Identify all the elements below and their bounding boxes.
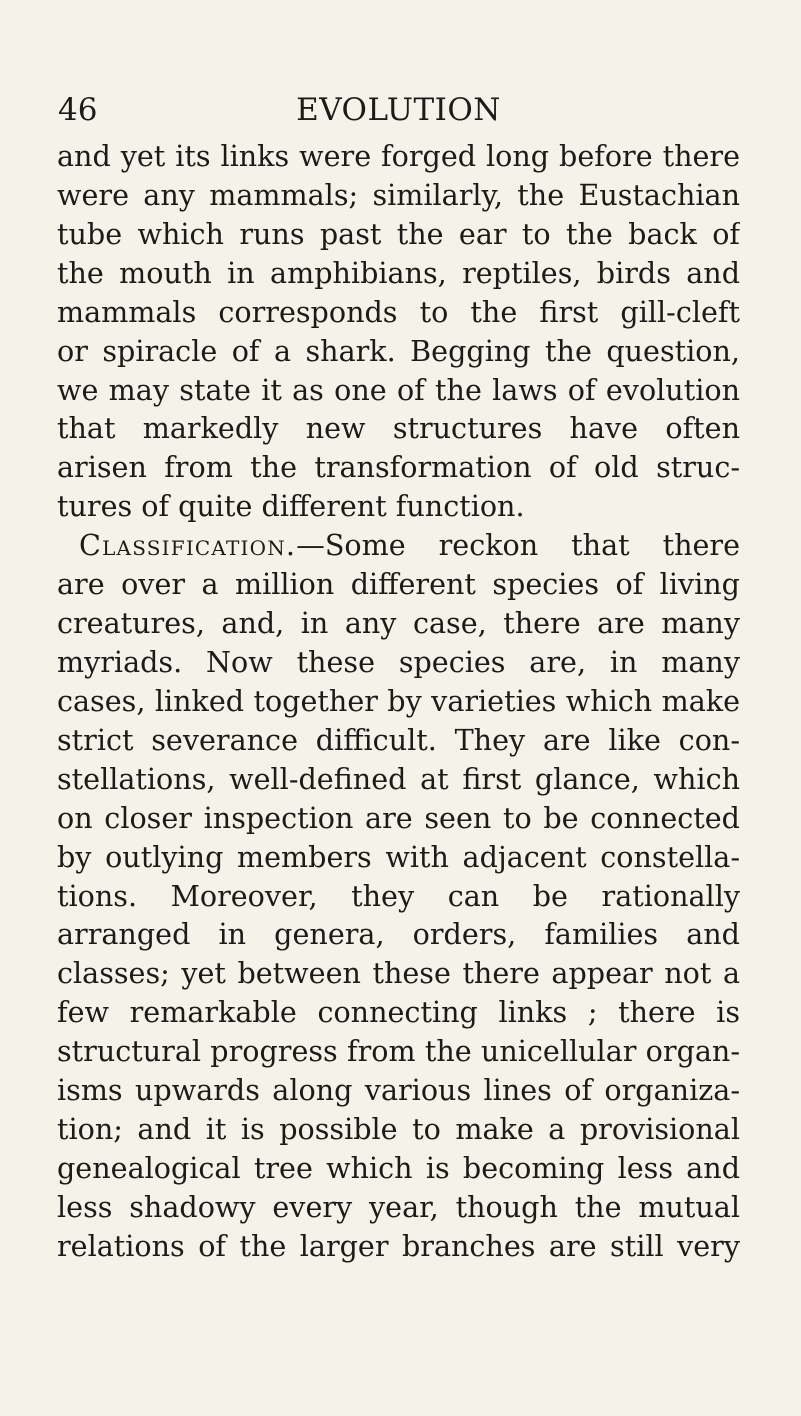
text-line-15: cases, linked together by varieties which make (57, 683, 740, 718)
text-line-26: tion; and it is possible to make a provisional (57, 1112, 740, 1147)
text-line-27: genealogical tree which is becoming less and (57, 1150, 740, 1185)
text-line-5: mammals corresponds to the first gill-cleft (57, 294, 740, 329)
text-line-3: tube which runs past the ear to the back of (57, 216, 740, 251)
text-line-14: myriads. Now these species are, in many (57, 644, 740, 679)
text-line-18: on closer inspection are seen to be connected (57, 800, 740, 835)
text-line-12: are over a million different species of living (57, 567, 740, 602)
text-line-16: strict severance difficult. They are like con- (57, 722, 740, 757)
text-line-29: relations of the larger branches are still very (57, 1228, 740, 1263)
text-line-21: arranged in genera, orders, families and (57, 917, 740, 952)
text-line-17: stellations, well-defined at first glance, which (57, 761, 740, 796)
text-line-4: the mouth in amphibians, reptiles, birds and (57, 255, 740, 290)
body-text (57, 137, 740, 1266)
page-number: 46 (58, 92, 98, 128)
text-line-10: tures of quite different function. (57, 489, 525, 524)
running-title: EVOLUTION (296, 92, 501, 128)
text-line-6: or spiracle of a shark. Begging the question, (57, 333, 740, 368)
text-line-23: few remarkable connecting links ; there is (57, 995, 740, 1030)
text-line-28: less shadowy every year, though the mutual (57, 1189, 740, 1224)
text-line-13: creatures, and, in any case, there are many (57, 606, 740, 641)
section-heading-line (57, 526, 740, 565)
text-line-24: structural progress from the unicellular organ- (57, 1034, 740, 1069)
text-line-22: classes; yet between these there appear not a (57, 956, 740, 991)
text-line-20: tions. Moreover, they can be rationally (57, 878, 740, 913)
text-line-1: and yet its links were forged long before there (57, 139, 740, 173)
text-line-19: by outlying members with adjacent constella- (57, 839, 740, 874)
text-line-7: we may state it as one of the laws of evolution (57, 372, 740, 407)
section-heading: Classification. (79, 528, 297, 563)
section-heading-rest: —Some reckon that there (296, 528, 740, 563)
running-head (58, 88, 739, 132)
text-line-2: were any mammals; similarly, the Eustachian (57, 177, 740, 212)
text-line-25: isms upwards along various lines of organiza- (57, 1073, 740, 1108)
text-line-9: arisen from the transformation of old struc- (57, 450, 740, 485)
text-line-8: that markedly new structures have often (57, 411, 740, 446)
